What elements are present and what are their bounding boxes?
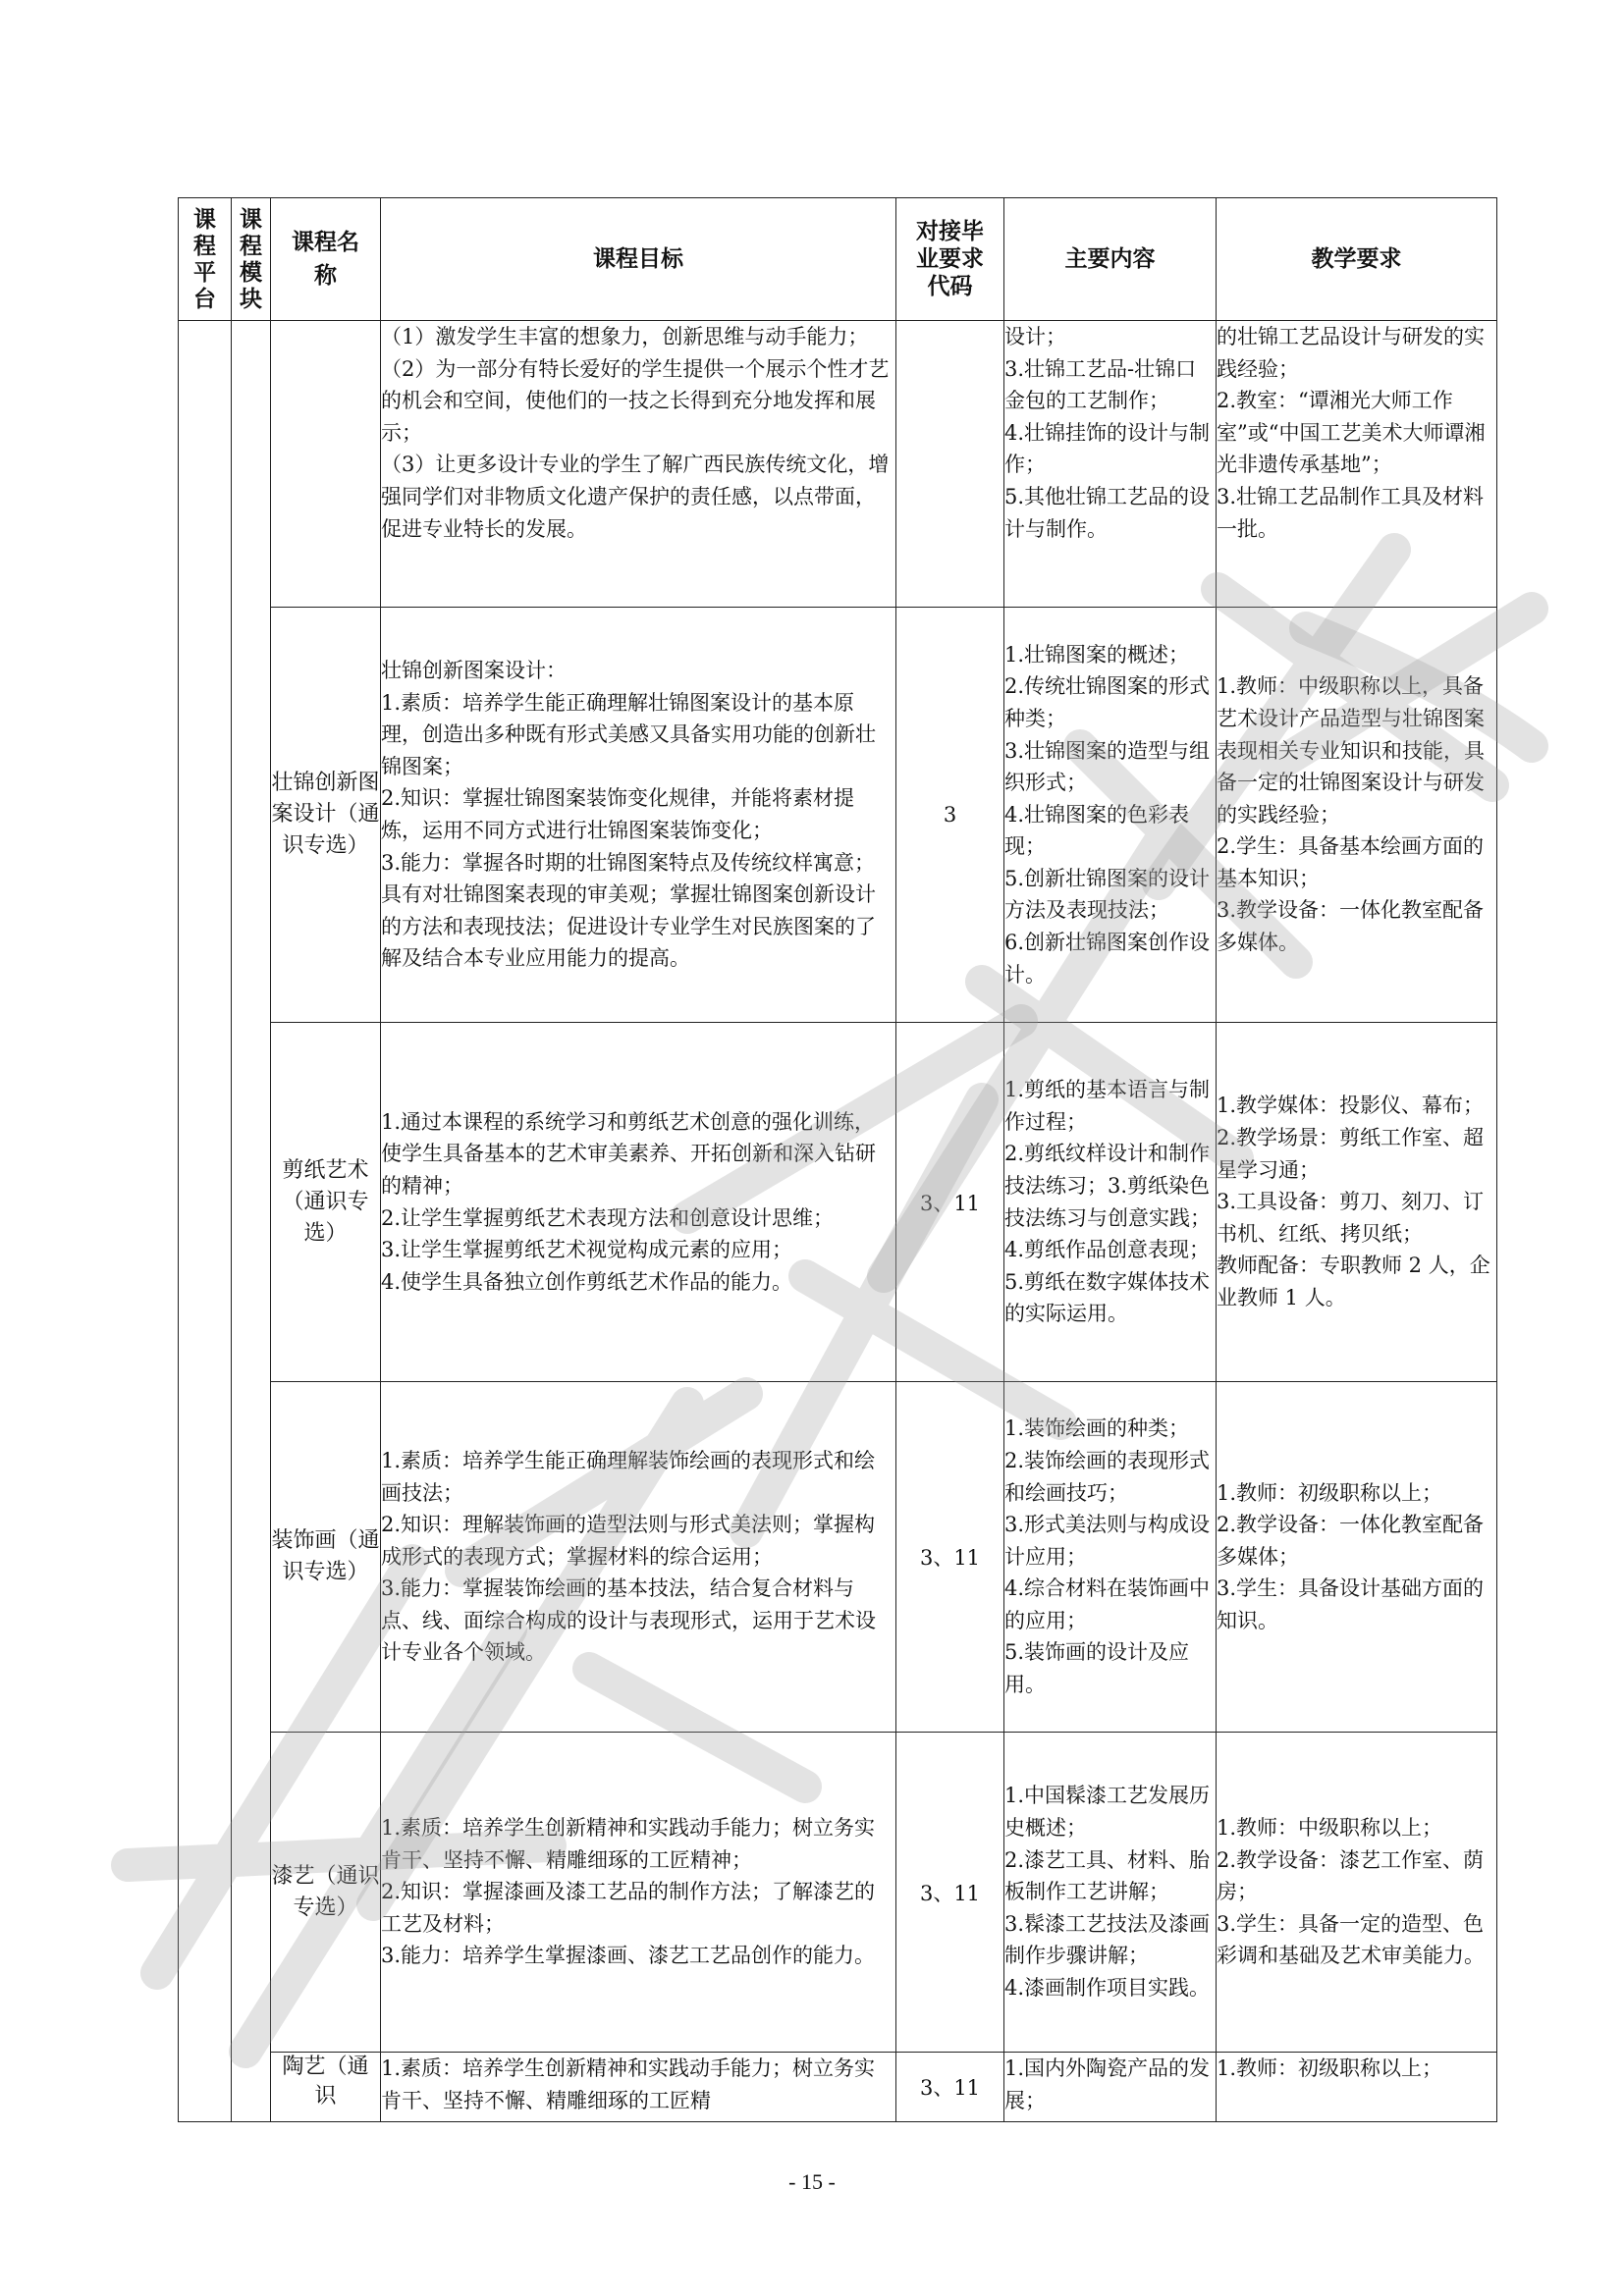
course-name: 壮锦创新图案设计（通识专选） <box>271 608 381 1023</box>
table-row <box>179 608 1497 1023</box>
cell-line: 3.壮锦图案的造型与组织形式； <box>1004 738 1211 795</box>
cell-line: 3.教学设备：一体化教室配备多媒体。 <box>1217 898 1485 955</box>
cell-line: 设计； <box>1004 325 1066 348</box>
cell-line: 2.装饰绘画的表现形式和绘画技巧； <box>1004 1448 1211 1505</box>
cell-line: 4.使学生具备独立创作剪纸艺术作品的能力。 <box>381 1269 793 1294</box>
cell-line: （3）让更多设计专业的学生了解广西民族传统文化，增强同学们对非物质文化遗产保护的责任感，以点带面，促进专业特长的发展。 <box>381 453 890 541</box>
cell-line: 3.能力：掌握装饰绘画的基本技法，结合复合材料与点、线、面综合构成的设计与表现形式，运用于艺术设计专业各个领域。 <box>381 1576 876 1665</box>
table-row <box>179 1733 1497 2053</box>
cell-line: 1.教师：初级职称以上； <box>1217 2056 1443 2080</box>
cell-line: 3.学生：具备设计基础方面的知识。 <box>1217 1576 1485 1632</box>
requirement-code: 3、11 <box>896 1733 1004 2053</box>
header-module: 课程模块 <box>232 198 271 321</box>
cell-line: 2.漆艺工具、材料、胎板制作工艺讲解； <box>1004 1847 1211 1904</box>
table-row <box>179 2053 1497 2122</box>
main-content <box>1004 1733 1217 2053</box>
course-name: 漆艺（通识专选） <box>271 1733 381 2053</box>
cell-line: （1）激发学生丰富的想象力，创新思维与动手能力； <box>381 325 869 348</box>
cell-line: 4.壮锦挂饰的设计与制作； <box>1004 420 1211 477</box>
cell-line: 5.剪纸在数字媒体技术的实际运用。 <box>1004 1269 1211 1326</box>
cell-line: 2.教室：“谭湘光大师工作室”或“中国工艺美术大师谭湘光非遗传承基地”； <box>1217 389 1486 477</box>
header-code: 对接毕业要求代码 <box>896 198 1004 321</box>
table-row <box>179 1382 1497 1733</box>
cell-line: 2.教学设备：漆艺工作室、荫房； <box>1217 1847 1485 1904</box>
cell-line: 3.髹漆工艺技法及漆画制作步骤讲解； <box>1004 1911 1211 1968</box>
cell-line: 1.素质：培养学生创新精神和实践动手能力；树立务实肯干、坚持不懈、精雕细琢的工匠精 <box>381 2056 876 2112</box>
cell-line: 2.知识：掌握漆画及漆工艺品的制作方法；了解漆艺的工艺及材料； <box>381 1880 876 1936</box>
cell-line: 5.其他壮锦工艺品的设计与制作。 <box>1004 484 1211 541</box>
teaching-requirement <box>1217 2053 1497 2122</box>
header-goal: 课程目标 <box>381 198 896 321</box>
cell-line: 1.通过本课程的系统学习和剪纸艺术创意的强化训练，使学生具备基本的艺术审美素养、开拓创新和深入钻研的精神； <box>381 1109 876 1198</box>
cell-line: 3.壮锦工艺品制作工具及材料一批。 <box>1217 484 1485 541</box>
main-content <box>1004 608 1217 1023</box>
requirement-code: 3、11 <box>896 1382 1004 1733</box>
requirement-code <box>896 321 1004 608</box>
table-header-row <box>179 198 1497 321</box>
course-table <box>178 197 1497 2122</box>
cell-line: 的壮锦工艺品设计与研发的实践经验； <box>1217 325 1485 381</box>
teaching-requirement <box>1217 1382 1497 1733</box>
course-name: 装饰画（通识专选） <box>271 1382 381 1733</box>
cell-line: 1.装饰绘画的种类； <box>1004 1416 1190 1441</box>
table-row <box>179 1023 1497 1382</box>
requirement-code: 3、11 <box>896 2053 1004 2122</box>
header-platform: 课程平台 <box>179 198 232 321</box>
main-content <box>1004 1023 1217 1382</box>
course-goal <box>381 1023 896 1382</box>
cell-line: 1.素质：培养学生能正确理解装饰绘画的表现形式和绘画技法； <box>381 1448 876 1505</box>
cell-line: 1.教师：初级职称以上； <box>1217 1480 1443 1505</box>
requirement-code: 3、11 <box>896 1023 1004 1382</box>
cell-line: 3.让学生掌握剪纸艺术视觉构成元素的应用； <box>381 1238 793 1262</box>
cell-line: 6.创新壮锦图案创作设计。 <box>1004 931 1211 987</box>
course-name: 剪纸艺术（通识专选） <box>271 1023 381 1382</box>
cell-line: 3.学生：具备一定的造型、色彩调和基础及艺术审美能力。 <box>1217 1911 1485 1968</box>
cell-line: 2.教学场景：剪纸工作室、超星学习通； <box>1217 1126 1485 1182</box>
cell-line: 1.国内外陶瓷产品的发展； <box>1004 2056 1211 2112</box>
teaching-requirement <box>1217 608 1497 1023</box>
page-number: - 15 - <box>788 2169 836 2194</box>
cell-line: 2.让学生掌握剪纸艺术表现方法和创意设计思维； <box>381 1205 835 1230</box>
header-requirement: 教学要求 <box>1217 198 1497 321</box>
requirement-code: 3 <box>896 608 1004 1023</box>
cell-line: 1.素质：培养学生能正确理解壮锦图案设计的基本原理，创造出多种既有形式美感又具备实用功能的创新壮锦图案； <box>381 690 876 778</box>
cell-line: 2.传统壮锦图案的形式种类； <box>1004 674 1211 730</box>
platform-cell <box>179 321 232 2122</box>
table-row <box>179 321 1497 608</box>
header-name: 课程名称 <box>271 198 381 321</box>
module-cell <box>232 321 271 2122</box>
cell-line: 3.能力：掌握各时期的壮锦图案特点及传统纹样寓意；具有对壮锦图案表现的审美观；掌握壮锦图案创新设计的方法和表现技法；促进设计专业学生对民族图案的了解及结合本专业应用能力的提高。 <box>381 850 876 971</box>
cell-line: 1.剪纸的基本语言与制作过程； <box>1004 1078 1211 1134</box>
cell-line: 2.教学设备：一体化教室配备多媒体； <box>1217 1513 1485 1569</box>
cell-line: 1.教学媒体：投影仪、幕布； <box>1217 1094 1485 1118</box>
header-content: 主要内容 <box>1004 198 1217 321</box>
main-content <box>1004 321 1217 608</box>
cell-line: 1.素质：培养学生创新精神和实践动手能力；树立务实肯干、坚持不懈、精雕细琢的工匠精神； <box>381 1816 876 1872</box>
cell-line: 教师配备：专职教师 2 人，企业教师 1 人。 <box>1217 1254 1490 1309</box>
cell-line: 3.工具设备：剪刀、刻刀、订书机、红纸、拷贝纸； <box>1217 1190 1485 1246</box>
cell-line: 3.能力：培养学生掌握漆画、漆艺工艺品创作的能力。 <box>381 1944 876 1968</box>
cell-line: 1.壮锦图案的概述； <box>1004 642 1190 667</box>
cell-line: 2.知识：理解装饰画的造型法则与形式美法则；掌握构成形式的表现方式；掌握材料的综合运用； <box>381 1513 876 1569</box>
cell-line: 2.剪纸纹样设计和制作技法练习；3.剪纸染色技法练习与创意实践；4.剪纸作品创意表现； <box>1004 1142 1211 1262</box>
course-name <box>271 321 381 608</box>
teaching-requirement <box>1217 1023 1497 1382</box>
cell-line: 3.形式美法则与构成设计应用； <box>1004 1513 1211 1569</box>
cell-line: 1.中国髹漆工艺发展历史概述； <box>1004 1784 1211 1841</box>
cell-line: 3.壮锦工艺品-壮锦口金包的工艺制作； <box>1004 356 1197 413</box>
teaching-requirement <box>1217 1733 1497 2053</box>
cell-line: 2.知识：掌握壮锦图案装饰变化规律，并能将素材提炼，运用不同方式进行壮锦图案装饰变化； <box>381 786 855 842</box>
course-goal <box>381 1733 896 2053</box>
cell-line: 1.教师：中级职称以上； <box>1217 1816 1443 1841</box>
cell-line: 2.学生：具备基本绘画方面的基本知识； <box>1217 834 1485 890</box>
cell-line: 4.壮锦图案的色彩表现； <box>1004 802 1190 859</box>
cell-line: 1.教师：中级职称以上，具备艺术设计产品造型与壮锦图案表现相关专业知识和技能，具备一定的壮锦图案设计与研发的实践经验； <box>1217 674 1485 827</box>
cell-line: 4.漆画制作项目实践。 <box>1004 1975 1211 2000</box>
teaching-requirement <box>1217 321 1497 608</box>
course-goal <box>381 2053 896 2122</box>
cell-line: 5.装饰画的设计及应用。 <box>1004 1640 1190 1697</box>
course-goal <box>381 321 896 608</box>
cell-line: 4.综合材料在装饰画中的应用； <box>1004 1576 1211 1632</box>
course-goal <box>381 608 896 1023</box>
cell-line: （2）为一部分有特长爱好的学生提供一个展示个性才艺的机会和空间，使他们的一技之长得到充分地发挥和展示； <box>381 356 890 445</box>
cell-line: 壮锦创新图案设计： <box>381 659 567 683</box>
main-content <box>1004 2053 1217 2122</box>
cell-line: 5.创新壮锦图案的设计方法及表现技法； <box>1004 866 1211 923</box>
main-content <box>1004 1382 1217 1733</box>
course-name: 陶艺（通识 <box>271 2053 381 2122</box>
course-goal <box>381 1382 896 1733</box>
